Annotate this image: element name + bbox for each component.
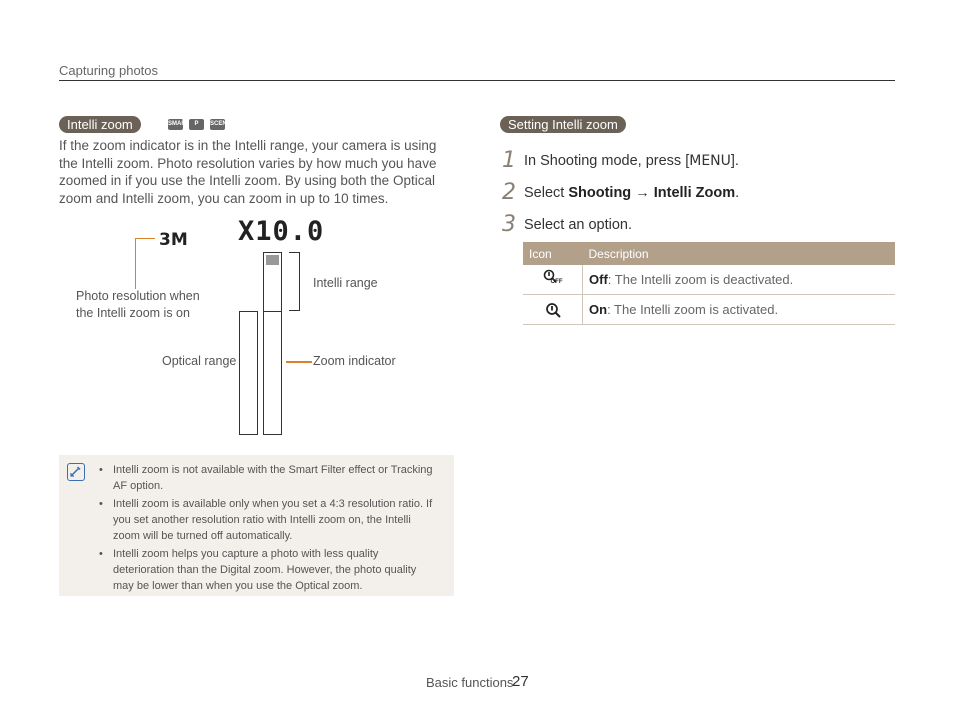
table-cell-description: Off: The Intelli zoom is deactivated. — [583, 265, 896, 295]
menu-key: MENU — [689, 153, 731, 169]
scene-mode-icon: SCENE — [210, 119, 225, 130]
note-item: • Intelli zoom is available only when you set a 4:3 resolution ratio. If you set another resolution ratio with Intelli zoom on, the Intelli zoom will be turned off automatically. — [99, 496, 439, 544]
footer-label: Basic functions — [426, 675, 514, 690]
step-number: 1 — [502, 148, 516, 173]
intelli-range-label: Intelli range — [313, 276, 378, 290]
table-header-description: Description — [583, 242, 896, 265]
resolution-callout-vline — [135, 238, 136, 289]
zoom-indicator-label: Zoom indicator — [313, 354, 396, 368]
table-row — [523, 295, 895, 325]
intelli-range-bracket — [289, 252, 300, 311]
table-cell-description: On: The Intelli zoom is activated. — [583, 295, 896, 325]
setting-intelli-zoom-pill: Setting Intelli zoom — [500, 116, 626, 133]
note-box — [59, 455, 454, 596]
note-icon — [67, 463, 85, 481]
step-number: 3 — [502, 212, 516, 237]
zoom-readout: X10.0 — [238, 216, 325, 247]
table-row — [523, 265, 895, 295]
zoom-bar — [263, 252, 282, 435]
intelli-zoom-on-icon — [523, 295, 583, 325]
header-divider — [59, 80, 895, 81]
note-item: • Intelli zoom is not available with the Smart Filter effect or Tracking AF option. — [99, 462, 439, 494]
intelli-zoom-off-icon: OFF — [523, 265, 583, 295]
smart-auto-mode-icon: SMART — [168, 119, 183, 130]
note-list — [99, 462, 439, 596]
zoom-position-marker — [266, 255, 279, 265]
intelli-zoom-pill: Intelli zoom — [59, 116, 141, 133]
note-item: • Intelli zoom helps you capture a photo with less quality deterioration than the Digital zoom. However, the photo quality may be lower than when you use the Optical zoom. — [99, 546, 439, 594]
resolution-readout: 3M — [159, 230, 188, 250]
step-2-text: Select Shooting → Intelli Zoom. — [524, 185, 740, 201]
mode-icons — [168, 119, 231, 130]
table-header-icon: Icon — [523, 242, 583, 265]
resolution-label: Photo resolution when the Intelli zoom is on — [76, 289, 200, 320]
step-number: 2 — [502, 180, 516, 205]
zoom-bar-divider — [263, 311, 282, 312]
optical-range-label: Optical range — [162, 354, 237, 368]
page-number: 27 — [512, 673, 529, 690]
program-mode-icon: P — [189, 119, 204, 130]
options-table — [523, 242, 895, 325]
step-3-text: Select an option. — [524, 217, 633, 233]
section-title: Capturing photos — [59, 63, 159, 78]
zoom-indicator-callout — [286, 361, 312, 363]
resolution-callout-line — [135, 238, 155, 239]
intro-paragraph: If the zoom indicator is in the Intelli range, your camera is using the Intelli zoom. Photo resolution varies by how much you have zoomed in if you use the Intelli zoom. By using both the Optical zoom and Intelli zoom, you can zoom in up to 10 times. — [59, 138, 437, 206]
step-1-text: In Shooting mode, press [MENU]. — [524, 153, 739, 169]
optical-range-bar — [239, 311, 258, 435]
